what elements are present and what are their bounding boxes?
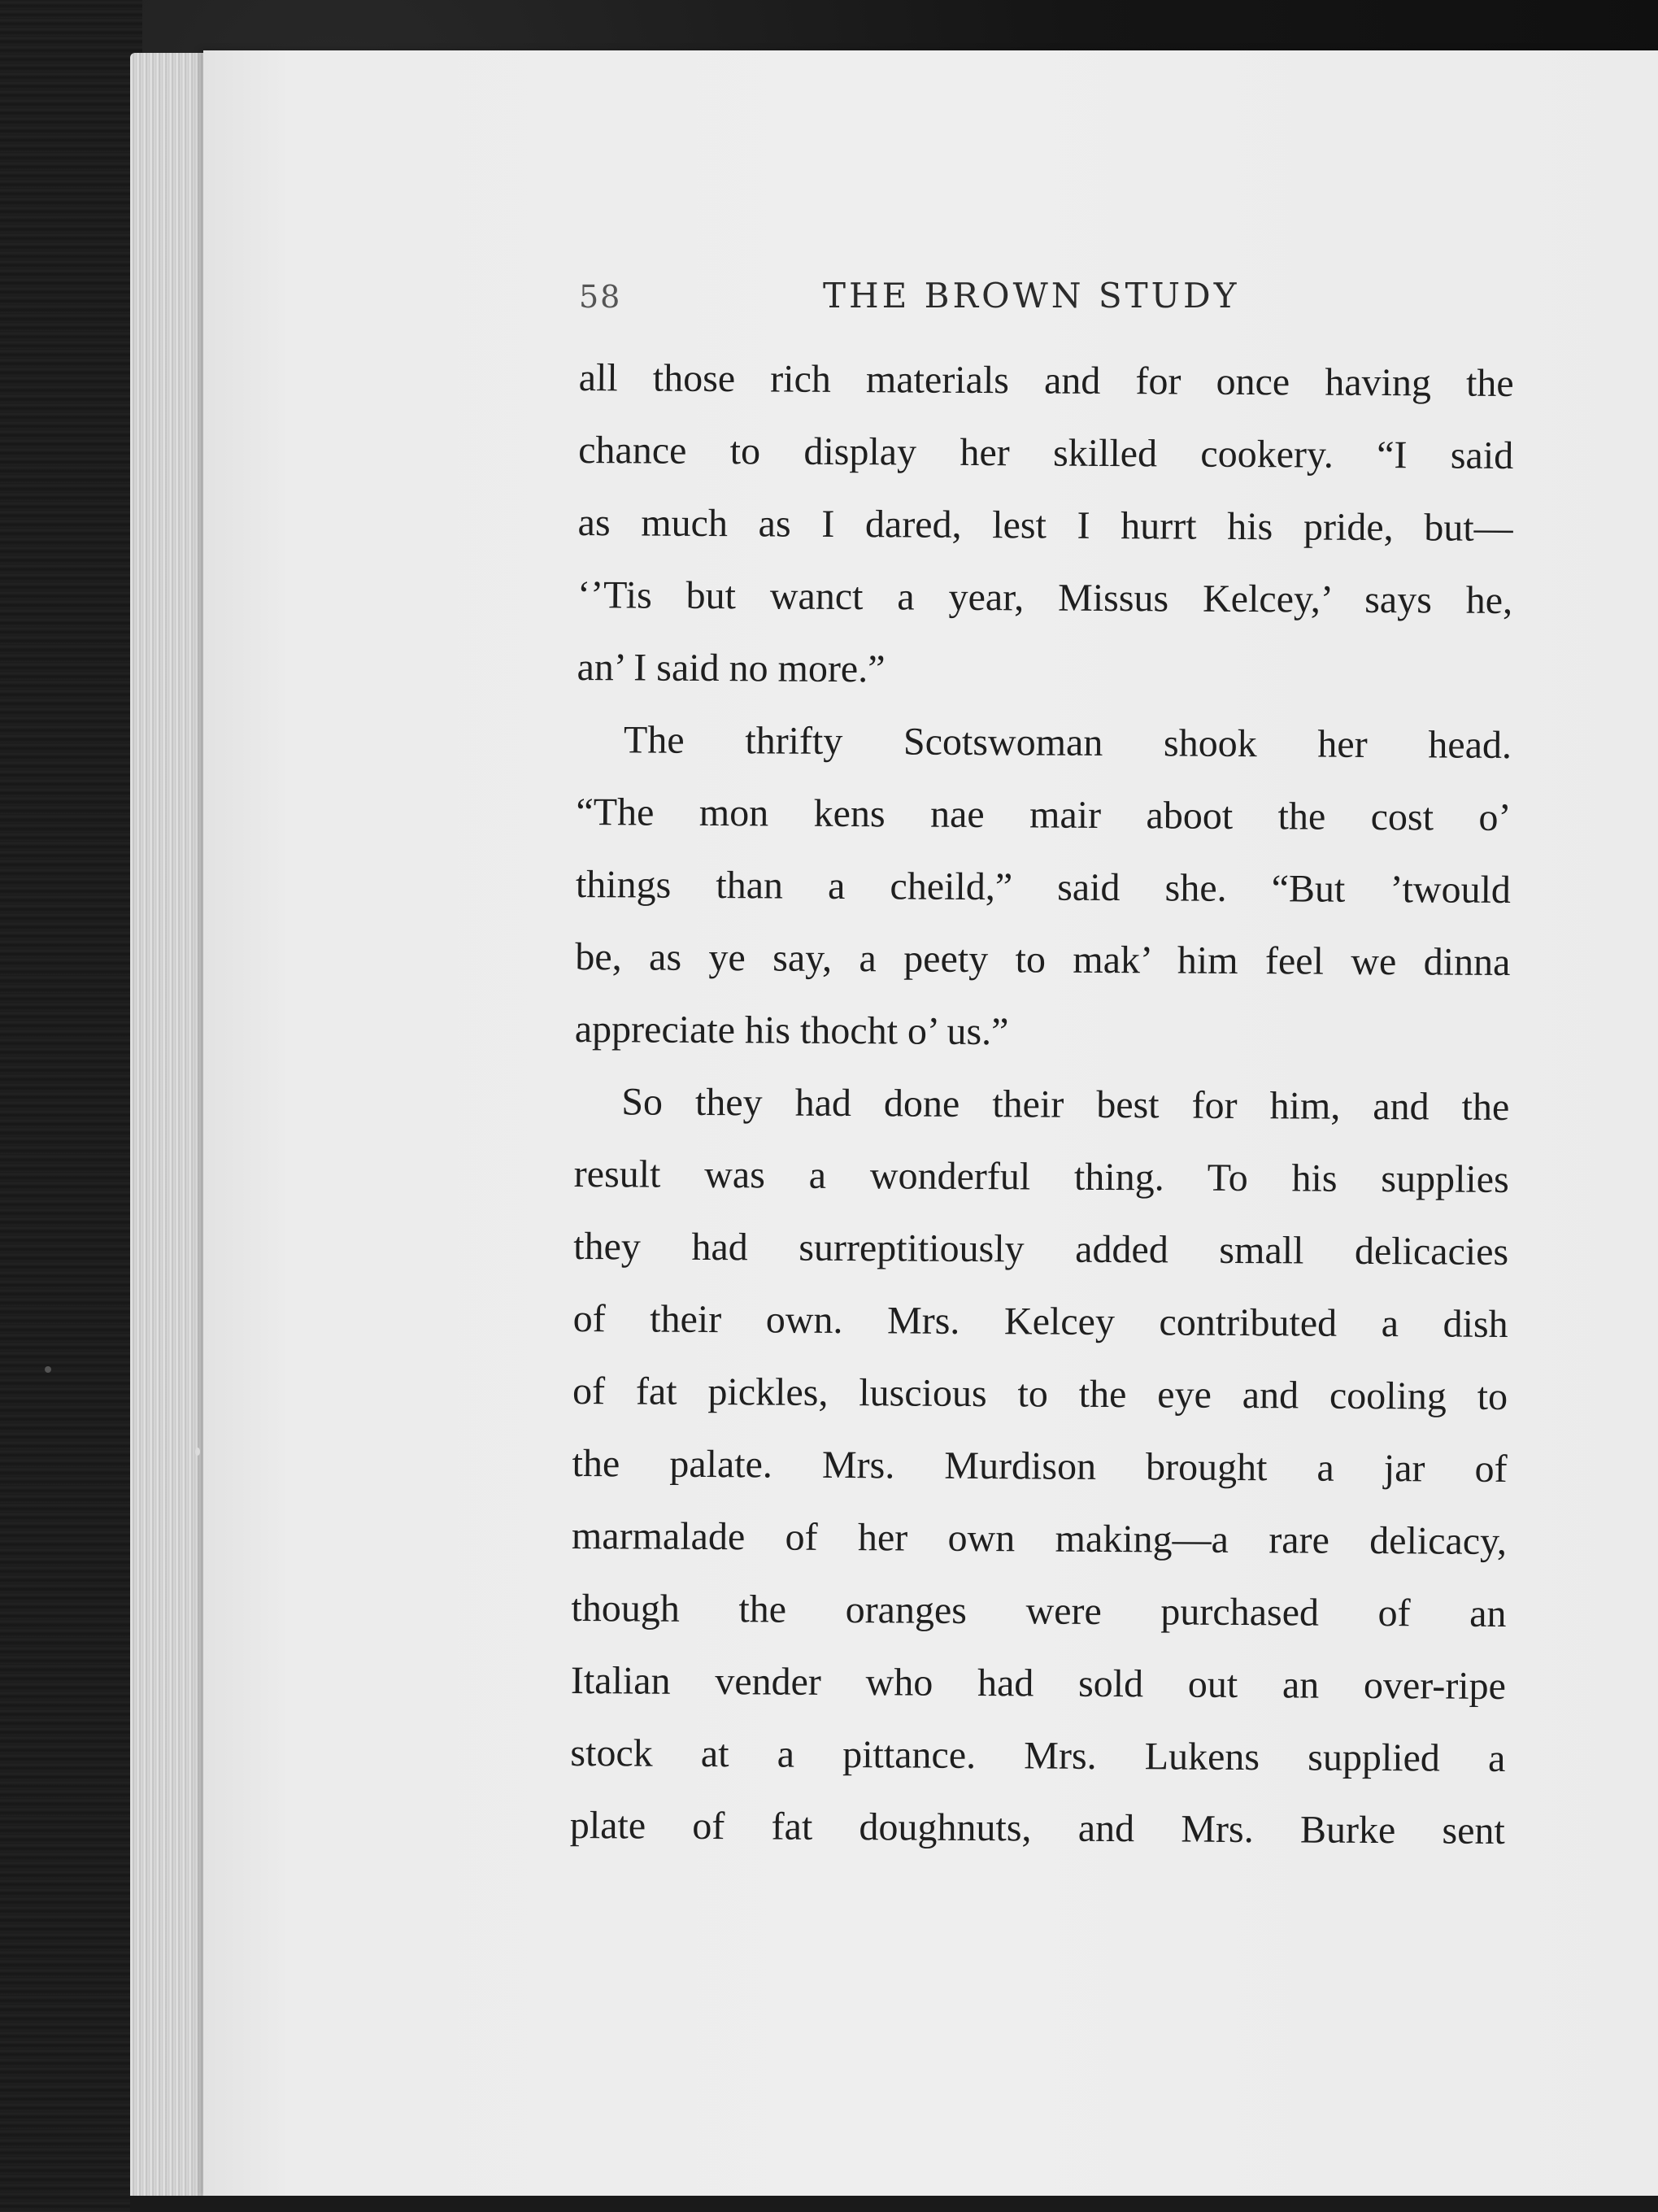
text-line: as much as I dared, lest I hurrt his pride, but— (577, 500, 1513, 551)
text-line: chance to display her skilled cookery. “I said (578, 428, 1514, 478)
text-line: the palate. Mrs. Murdison brought a jar of (572, 1441, 1508, 1491)
text-line: stock at a pittance. Mrs. Lukens supplied a (570, 1731, 1506, 1780)
text-line: “The mon kens nae mair aboot the cost o’ (576, 790, 1512, 840)
text-line: result was a wonderful thing. To his supplies (573, 1152, 1509, 1202)
text-line: marmalade of her own making—a rare delicacy, (571, 1513, 1508, 1563)
page-edges (130, 53, 211, 2208)
dust-speck (195, 1448, 200, 1456)
text-line: plate of fat doughnuts, and Mrs. Burke sent (569, 1803, 1505, 1853)
text-line: though the oranges were purchased of an (571, 1586, 1507, 1635)
text-line: of fat pickles, luscious to the eye and cooling to (572, 1369, 1508, 1419)
dust-speck (45, 1366, 51, 1373)
text-line: things than a cheild,” said she. “But ’twould (575, 862, 1512, 912)
text-line: of their own. Mrs. Kelcey contributed a dish (572, 1296, 1508, 1347)
book-binding (0, 0, 142, 2212)
body-text (570, 342, 1514, 1867)
text-line: So they had done their best for him, and the (621, 1080, 1510, 1130)
running-head (579, 264, 1254, 329)
running-title: THE BROWN STUDY (823, 276, 1240, 316)
text-line: they had surreptitiously added small delicacies (573, 1224, 1509, 1274)
text-line: all those rich materials and for once having the (578, 355, 1514, 406)
bottom-shadow (130, 2196, 1658, 2212)
text-line: The thrifty Scotswoman shook her head. (623, 718, 1512, 768)
text-line: be, as ye say, a peety to mak’ him feel we dinna (575, 934, 1511, 985)
text-line: an’ I said no more.” (577, 645, 886, 691)
page-number: 58 (579, 279, 622, 315)
text-line: Italian vender who had sold out an over-ripe (570, 1658, 1507, 1708)
text-line: ‘’Tis but wanct a year, Missus Kelcey,’ says he, (577, 573, 1513, 623)
text-line: appreciate his thocht o’ us.” (574, 1007, 1009, 1054)
